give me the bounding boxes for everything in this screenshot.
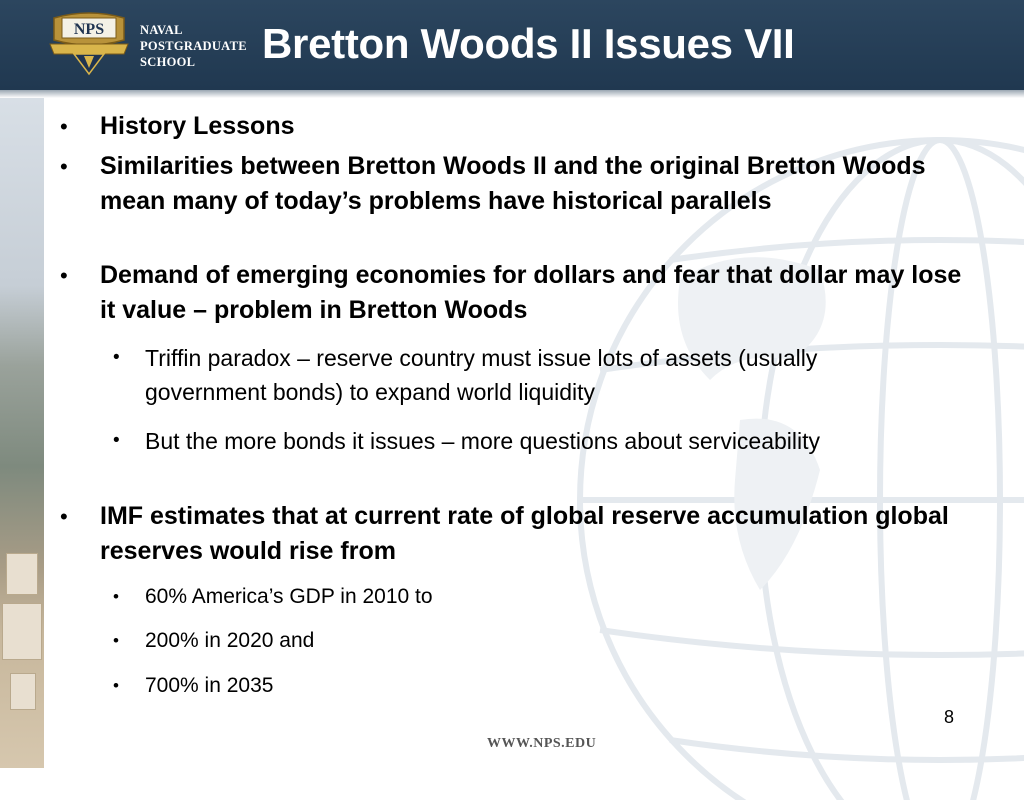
sub-bullet-marker: •: [113, 631, 119, 650]
bullet-history-lessons: History Lessons: [100, 112, 295, 140]
sub-bullet-2010: 60% America’s GDP in 2010 to: [145, 585, 433, 608]
bullet-marker: •: [60, 263, 68, 288]
sub-bullet-triffin-paradox: Triffin paradox – reserve country must issue lots of assets (usually government bonds) to expand world liquidity: [145, 345, 818, 405]
school-line-2: POSTGRADUATE: [140, 39, 247, 53]
bullet-demand-emerging-economies: Demand of emerging economies for dollars and fear that dollar may lose it value – problem in Bretton Woods: [100, 261, 962, 324]
bullet-marker: •: [60, 504, 68, 529]
sub-bullet-marker: •: [113, 587, 119, 606]
bullet-marker: •: [60, 114, 68, 139]
bullet-similarities: Similarities between Bretton Woods II and the original Bretton Woods mean many of today’s problems have historical parallels: [100, 152, 926, 215]
logo-text: NPS: [73, 21, 105, 38]
page-number: 8: [944, 707, 955, 727]
school-line-3: SCHOOL: [140, 55, 196, 69]
slide-title: Bretton Woods II Issues VII: [262, 20, 795, 67]
sub-bullet-marker: •: [113, 430, 120, 451]
sub-bullet-marker: •: [113, 347, 120, 368]
bullet-marker: •: [60, 154, 68, 179]
bullet-imf-estimates: IMF estimates that at current rate of global reserve accumulation global reserves would rise from: [100, 502, 949, 565]
footer-url: WWW.NPS.EDU: [487, 736, 597, 751]
sub-bullet-2035: 700% in 2035: [145, 674, 274, 697]
sub-bullet-marker: •: [113, 676, 119, 695]
school-line-1: NAVAL: [140, 23, 183, 37]
sub-bullet-more-bonds: But the more bonds it issues – more questions about serviceability: [145, 428, 821, 454]
sub-bullet-2020: 200% in 2020 and: [145, 629, 315, 652]
